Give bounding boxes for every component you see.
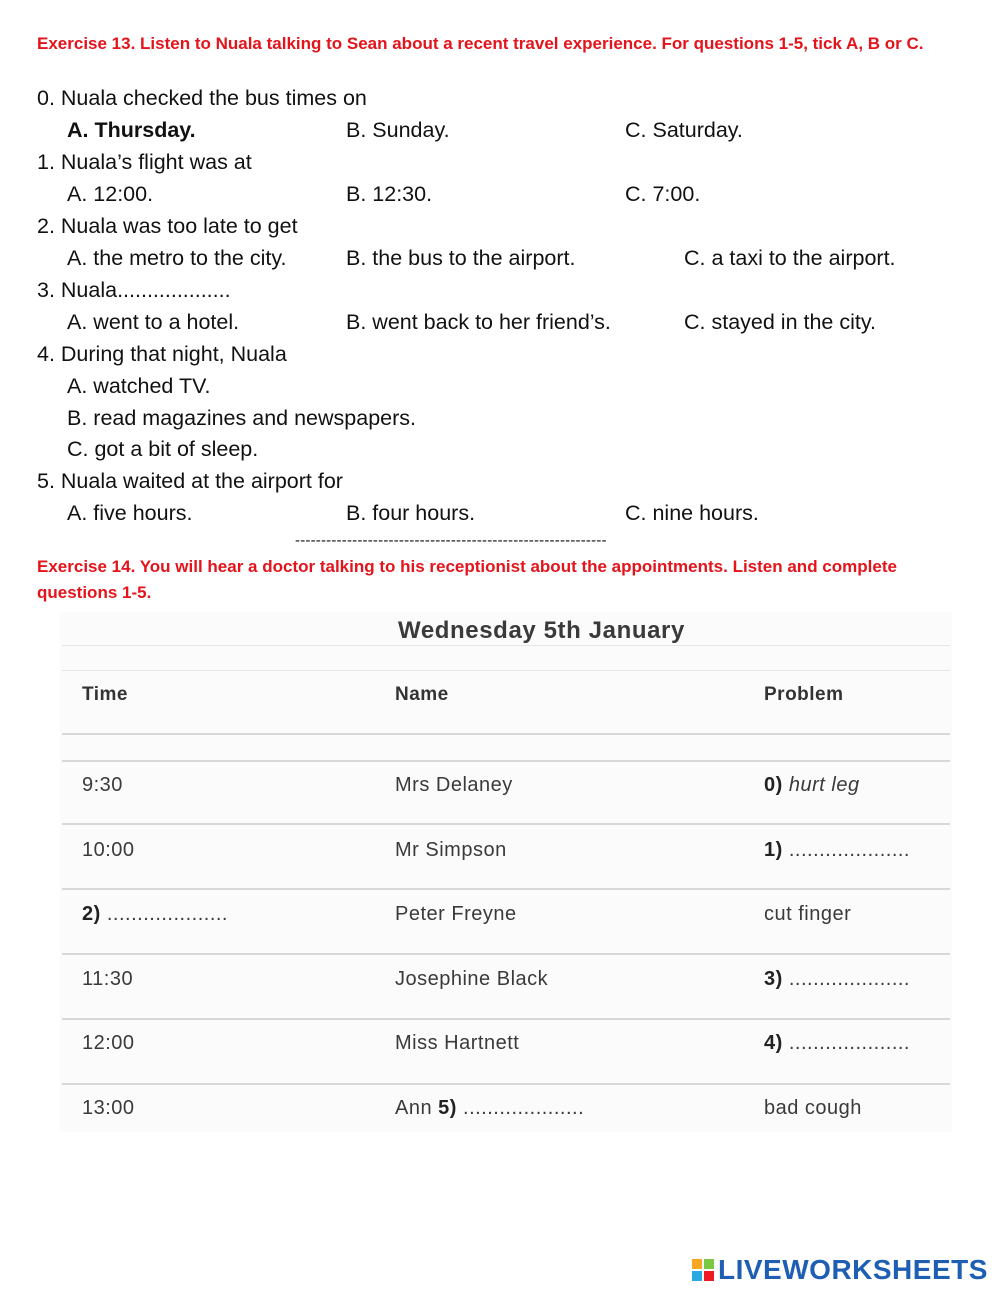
example-answer: hurt leg xyxy=(788,774,860,796)
logo-text: LIVEWORKSHEETS xyxy=(718,1254,988,1285)
table-row-problem xyxy=(764,968,910,991)
item-number: 5) xyxy=(438,1097,457,1119)
table-rule xyxy=(62,645,950,646)
item-number: 1) xyxy=(764,839,783,861)
table-rule xyxy=(62,1018,950,1020)
table-row-time: 12:00 xyxy=(82,1032,135,1054)
table-rule xyxy=(62,953,950,955)
table-row-time: 11:30 xyxy=(82,968,134,990)
table-title: Wednesday 5th January xyxy=(398,617,685,644)
question-5-stem: 5. Nuala waited at the airport for xyxy=(37,469,343,493)
table-row-problem xyxy=(764,839,910,862)
item-number: 3) xyxy=(764,968,783,990)
column-header-name: Name xyxy=(395,684,449,705)
table-row-problem xyxy=(764,1032,910,1055)
table-rule xyxy=(62,888,950,890)
item-number: 2) xyxy=(82,903,101,925)
table-row-time: 9:30 xyxy=(82,774,123,796)
question-2-option-a[interactable]: A. the metro to the city. xyxy=(67,246,287,270)
question-2-option-c[interactable]: C. a taxi to the airport. xyxy=(684,246,896,270)
logo-grid-icon xyxy=(692,1259,714,1281)
table-rule xyxy=(62,1083,950,1085)
question-0-option-b[interactable]: B. Sunday. xyxy=(346,118,450,142)
question-0-stem: 0. Nuala checked the bus times on xyxy=(37,86,367,110)
table-row-name: Miss Hartnett xyxy=(395,1032,520,1054)
question-1-option-b[interactable]: B. 12:30. xyxy=(346,182,433,206)
question-3-option-a[interactable]: A. went to a hotel. xyxy=(67,310,240,334)
question-4-option-b[interactable]: B. read magazines and newspapers. xyxy=(67,406,416,430)
section-divider: ------------------------------------------------------------ xyxy=(295,532,607,549)
question-2-stem: 2. Nuala was too late to get xyxy=(37,214,298,238)
table-row-problem xyxy=(764,774,860,797)
table-row-time: 10:00 xyxy=(82,839,135,861)
table-row-name: Peter Freyne xyxy=(395,903,517,925)
question-5-option-c[interactable]: C. nine hours. xyxy=(625,501,759,525)
question-0-option-c[interactable]: C. Saturday. xyxy=(625,118,743,142)
table-rule xyxy=(62,733,950,735)
item-number: 4) xyxy=(764,1032,783,1054)
question-5-option-a[interactable]: A. five hours. xyxy=(67,501,193,525)
table-row-name: Josephine Black xyxy=(395,968,549,990)
answer-blank-3[interactable]: .................... xyxy=(788,968,910,990)
question-1-stem: 1. Nuala’s flight was at xyxy=(37,150,252,174)
name-text: Ann xyxy=(395,1097,433,1119)
question-4-option-a[interactable]: A. watched TV. xyxy=(67,374,211,398)
question-4-option-c[interactable]: C. got a bit of sleep. xyxy=(67,437,259,461)
question-2-option-b[interactable]: B. the bus to the airport. xyxy=(346,246,576,270)
question-5-option-b[interactable]: B. four hours. xyxy=(346,501,476,525)
table-row-time: 13:00 xyxy=(82,1097,135,1119)
answer-blank-4[interactable]: .................... xyxy=(788,1032,910,1054)
table-row-name: Mrs Delaney xyxy=(395,774,513,796)
answer-blank-5[interactable]: .................... xyxy=(463,1097,585,1119)
question-3-option-c[interactable]: C. stayed in the city. xyxy=(684,310,876,334)
table-rule xyxy=(62,670,950,671)
question-1-option-a[interactable]: A. 12:00. xyxy=(67,182,154,206)
table-row-problem: bad cough xyxy=(764,1097,862,1119)
exercise-14-instruction: Exercise 14. You will hear a doctor talking to his receptionist about the appointments. Listen and complete questions 1-5. xyxy=(37,557,897,602)
column-header-problem: Problem xyxy=(764,684,844,705)
column-header-time: Time xyxy=(82,684,129,705)
question-4-stem: 4. During that night, Nuala xyxy=(37,342,287,366)
item-number: 0) xyxy=(764,774,783,796)
question-0-option-a[interactable]: A. Thursday. xyxy=(67,118,196,142)
table-rule xyxy=(62,823,950,825)
question-3-option-b[interactable]: B. went back to her friend’s. xyxy=(346,310,611,334)
question-1-option-c[interactable]: C. 7:00. xyxy=(625,182,701,206)
table-rule xyxy=(62,760,950,762)
question-3-stem: 3. Nuala................... xyxy=(37,278,231,302)
answer-blank-1[interactable]: .................... xyxy=(788,839,910,861)
liveworksheets-logo xyxy=(692,1254,988,1286)
table-row-name xyxy=(395,1097,584,1120)
answer-blank-2[interactable]: .................... xyxy=(106,903,228,925)
exercise-13-instruction: Exercise 13. Listen to Nuala talking to Sean about a recent travel experience. For questions 1-5, tick A, B or C. xyxy=(37,34,924,53)
table-row-problem: cut finger xyxy=(764,903,852,925)
table-row-time xyxy=(82,903,228,926)
table-row-name: Mr Simpson xyxy=(395,839,507,861)
